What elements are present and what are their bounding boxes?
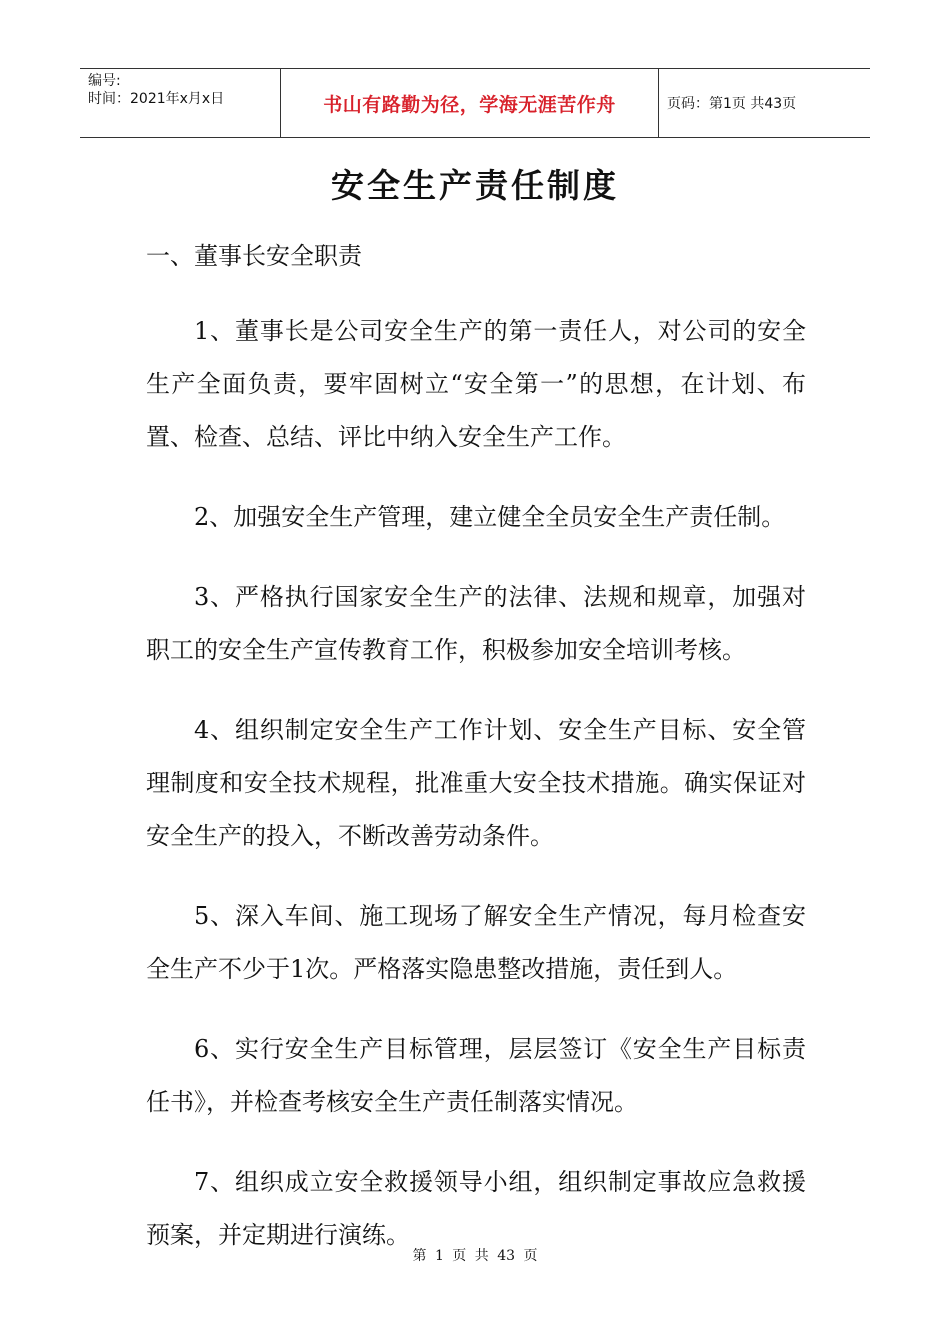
header-page-info: 页码：第1页 共43页: [667, 96, 797, 112]
paragraph-4: 4、组织制定安全生产工作计划、安全生产目标、安全管理制度和安全技术规程，批准重大安全技术措施。确实保证对安全生产的投入，不断改善劳动条件。: [146, 716, 806, 850]
paragraph-7: 7、组织成立安全救援领导小组，组织制定事故应急救援预案，并定期进行演练。: [146, 1168, 806, 1249]
paragraph-1: 1、董事长是公司安全生产的第一责任人，对公司的安全生产全面负责，要牢固树立“安全第一”的思想，在计划、布置、检查、总结、评比中纳入安全生产工作。: [146, 317, 806, 451]
header-meta: [80, 69, 281, 137]
document-date: 时间：2021年x月x日: [88, 91, 225, 107]
paragraph-2: 2、加强安全生产管理，建立健全全员安全生产责任制。: [194, 503, 786, 531]
document-title: 安全生产责任制度: [331, 166, 619, 205]
paragraph-5: 5、深入车间、施工现场了解安全生产情况，每月检查安全生产不少于1次。严格落实隐患整改措施，责任到人。: [146, 902, 806, 983]
document-body: [146, 235, 806, 1289]
header-motto: 书山有路勤为径，学海无涯苦作舟: [281, 69, 659, 137]
page-footer: 第 1 页 共 43 页: [412, 1248, 538, 1264]
section-heading: 一、董事长安全职责: [146, 242, 362, 270]
document-header: [80, 68, 870, 138]
document-number-label: 编号:: [88, 73, 121, 89]
paragraph-6: 6、实行安全生产目标管理，层层签订《安全生产目标责任书》，并检查考核安全生产责任制落实情况。: [146, 1035, 806, 1116]
paragraph-3: 3、严格执行国家安全生产的法律、法规和规章，加强对职工的安全生产宣传教育工作，积极参加安全培训考核。: [146, 583, 806, 664]
